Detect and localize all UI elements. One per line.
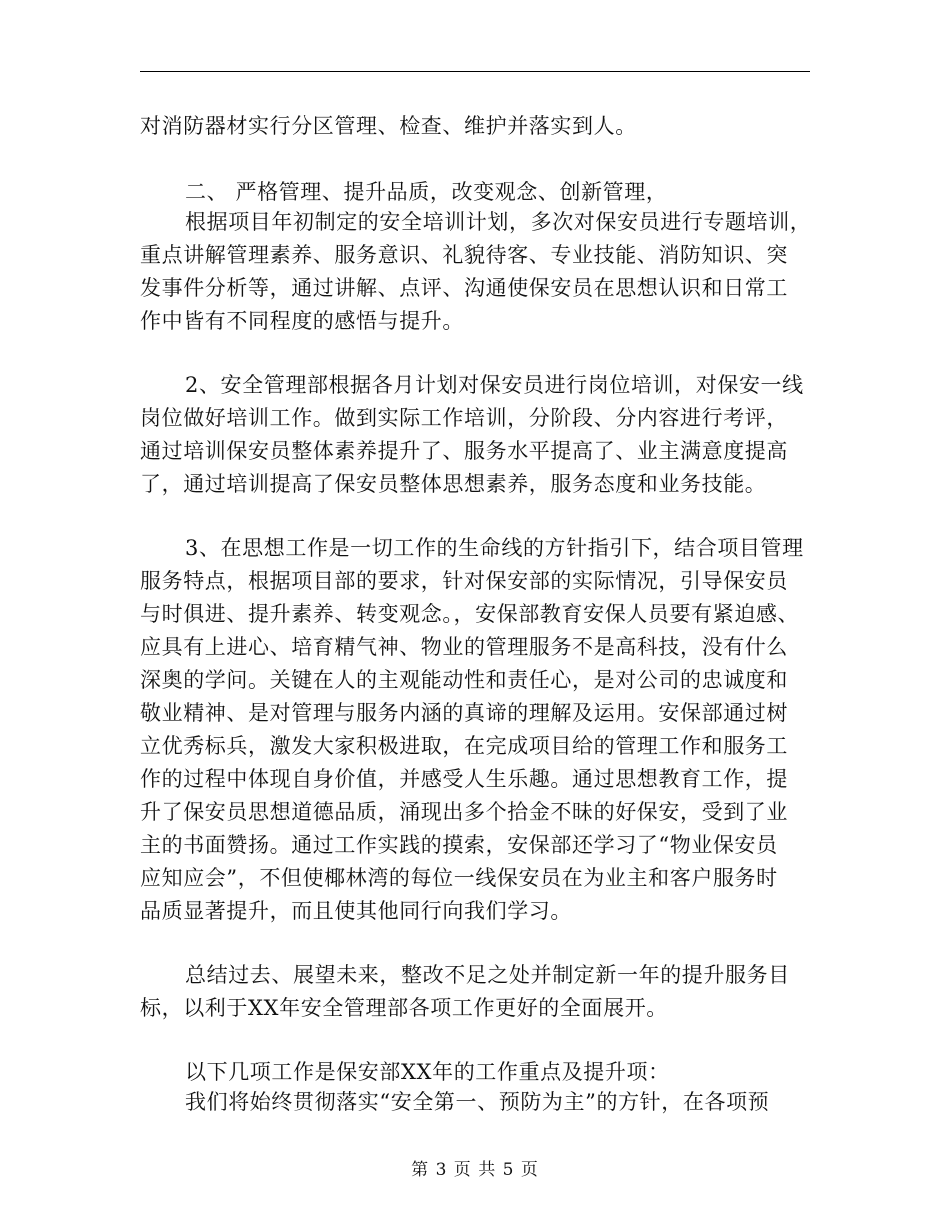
text-line: 品质显著提升，而且使其他同行向我们学习。 (140, 899, 572, 923)
text-line: 3、在思想工作是一切工作的生命线的方针指引下，结合项目管理 (185, 536, 804, 560)
text-line: 升了保安员思想道德品质，涌现出多个拾金不昧的好保安，受到了业 (140, 800, 788, 824)
text-line: 与时俱进、提升素养、转变观念。，安保部教育安保人员要有紧迫感、 (140, 602, 800, 626)
text-line: 我们将始终贯彻落实“安全第一、预防为主”的方针，在各项预 (185, 1090, 770, 1114)
text-line: 以下几项工作是保安部XX年的工作重点及提升项： (185, 1060, 670, 1084)
text-line: 应具有上进心、培育精气神、物业的管理服务不是高科技，没有什么 (140, 635, 788, 659)
text-line: 敬业精神、是对管理与服务内涵的真谛的理解及运用。安保部通过树 (140, 701, 788, 725)
text-line: 服务特点，根据项目部的要求，针对保安部的实际情况，引导保安员 (140, 569, 788, 593)
page-footer: 第 3 页 共 5 页 (411, 1160, 539, 1180)
section-heading: 二、 严格管理、提升品质，改变观念、创新管理， (185, 180, 668, 204)
text-line: 立优秀标兵，激发大家积极进取，在完成项目给的管理工作和服务工 (140, 734, 788, 758)
text-line: 根据项目年初制定的安全培训计划，多次对保安员进行专题培训， (185, 210, 812, 234)
text-line: 重点讲解管理素养、服务意识、礼貌待客、专业技能、消防知识、突 (140, 243, 788, 267)
text-line: 通过培训保安员整体素养提升了、服务水平提高了、业主满意度提高 (140, 439, 788, 463)
text-line: 对消防器材实行分区管理、检查、维护并落实到人。 (140, 114, 637, 138)
text-line: 了，通过培训提高了保安员整体思想素养，服务态度和业务技能。 (140, 472, 767, 496)
text-line: 标，以利于XX年安全管理部各项工作更好的全面展开。 (140, 996, 668, 1020)
text-line: 应知应会”，不但使椰林湾的每位一线保安员在为业主和客户服务时 (140, 866, 778, 890)
text-line: 作的过程中体现自身价值，并感受人生乐趣。通过思想教育工作，提 (140, 767, 788, 791)
text-line: 总结过去、展望未来，整改不足之处并制定新一年的提升服务目 (185, 963, 790, 987)
text-line: 2、安全管理部根据各月计划对保安员进行岗位培训，对保安一线 (185, 373, 804, 397)
text-line: 深奥的学问。关键在人的主观能动性和责任心，是对公司的忠诚度和 (140, 668, 788, 692)
header-rule (140, 71, 810, 72)
text-line: 作中皆有不同程度的感悟与提升。 (140, 309, 464, 333)
text-line: 岗位做好培训工作。做到实际工作培训，分阶段、分内容进行考评， (140, 406, 788, 430)
text-line: 发事件分析等，通过讲解、点评、沟通使保安员在思想认识和日常工 (140, 276, 788, 300)
text-line: 主的书面赞扬。通过工作实践的摸索，安保部还学习了“物业保安员 (140, 833, 778, 857)
